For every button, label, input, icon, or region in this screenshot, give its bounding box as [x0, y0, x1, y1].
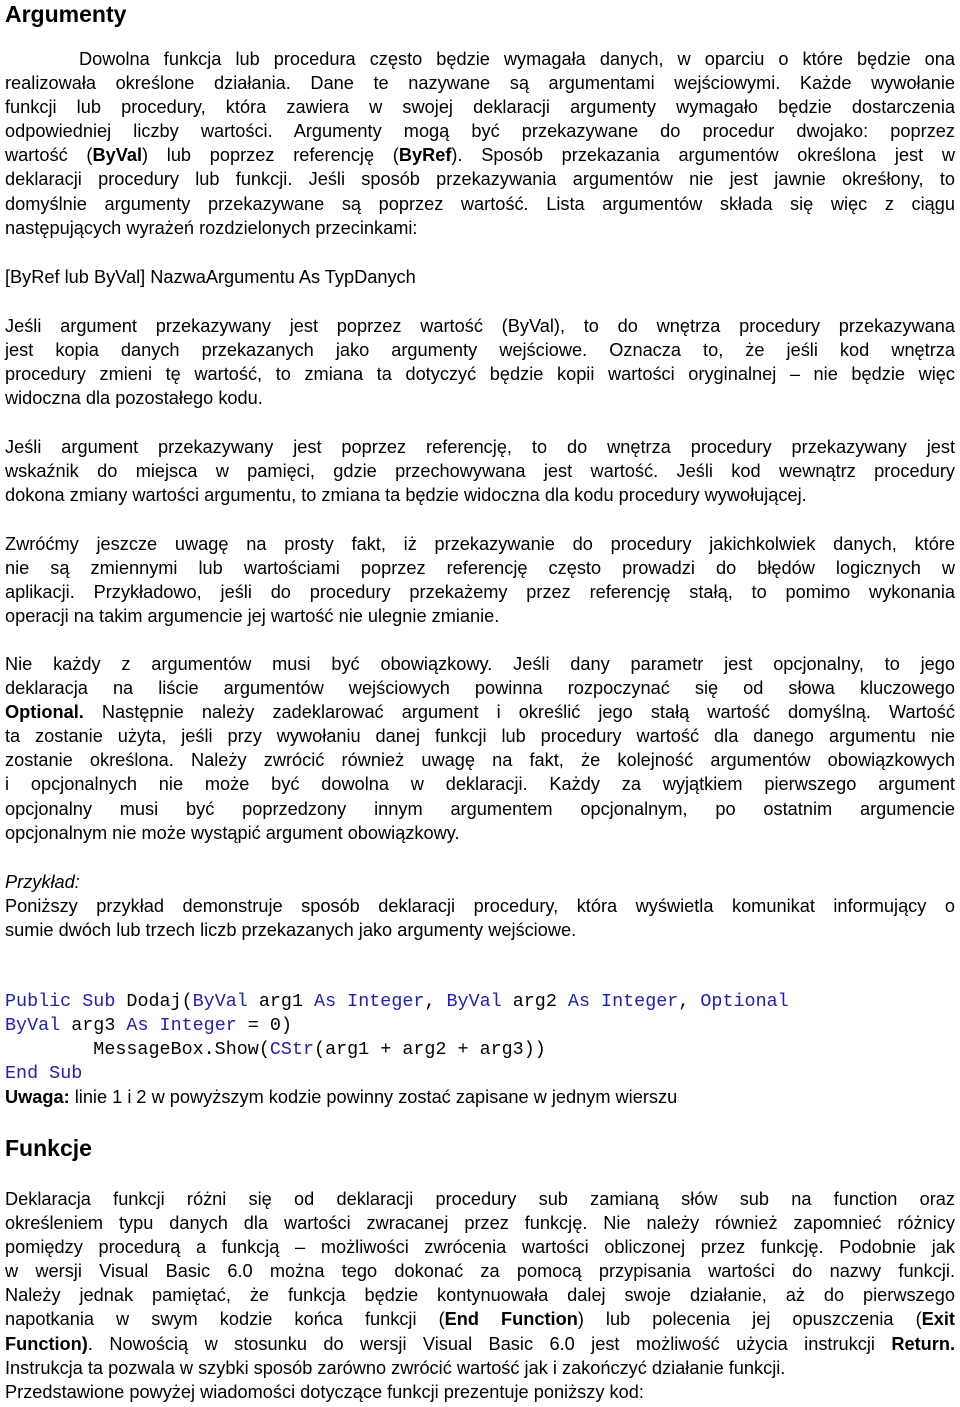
- paragraph-optional: [5, 652, 955, 845]
- text-line: procedury zmieni tę wartość, to zmiana ta dotyczyć będzie kopii wartości oryginalnej – nie będzie więc: [5, 364, 955, 385]
- text-line: Function). Nowością w stosunku do wersji Visual Basic 6.0 jest możliwość użycia instrukcji Return.: [5, 1333, 955, 1354]
- text-line: [ByRef lub ByVal] NazwaArgumentu As TypDanych: [5, 267, 416, 287]
- text-line: Jeśli argument przekazywany jest poprzez referencję, to do wnętrza procedury przekazywany jest: [5, 437, 955, 457]
- text-line: Jeśli argument przekazywany jest poprzez wartość (ByVal), to do wnętrza procedury przekazywana: [5, 316, 955, 336]
- text-line: dokona zmiany wartości argumentu, to zmiana ta będzie widoczna dla kodu procedury wywołującej.: [5, 485, 807, 506]
- text-line: Zwróćmy jeszcze uwagę na prosty fakt, iż przekazywanie do procedury jakichkolwiek danych, które: [5, 534, 955, 554]
- text-line: Nie każdy z argumentów musi być obowiązkowy. Jeśli dany parametr jest opcjonalny, to jego: [5, 654, 955, 674]
- note-line: [5, 1085, 955, 1109]
- text-line: sumie dwóch lub trzech liczb przekazanych jako argumenty wejściowe.: [5, 920, 577, 941]
- text-line: Przedstawione powyżej wiadomości dotyczące funkcji prezentuje poniższy kod:: [5, 1381, 644, 1402]
- text-line: deklaracja na liście argumentów wejściowych powinna rozpoczynać się od słowa kluczowego: [5, 678, 955, 699]
- text-line: operacji na takim argumencie jej wartość nie ulegnie zmianie.: [5, 606, 500, 627]
- code-line: Public Sub Dodaj(ByVal arg1 As Integer, ByVal arg2 As Integer, Optional: [5, 991, 789, 1012]
- text-line: odpowiedniej liczby wartości. Argumenty mogą być przekazywane do procedur dwojako: poprzez: [5, 121, 955, 142]
- syntax-line: [5, 265, 955, 289]
- text-line: widoczna dla pozostałego kodu.: [5, 388, 263, 409]
- example-section: [5, 870, 955, 942]
- text-line: w wersji Visual Basic 6.0 można tego dokonać za pomocą przypisania wartości do nazwy funkcji.: [5, 1261, 955, 1282]
- text-line: ta zostanie użyta, jeśli przy wywołaniu danej funkcji lub procedury wartość dla danego argumentu nie: [5, 726, 955, 747]
- paragraph-intro: [5, 47, 955, 240]
- code-line: End Sub: [5, 1063, 83, 1084]
- text-line: domyślnie argumenty przekazywane są poprzez wartość. Lista argumentów składa się więc z ciągu: [5, 193, 955, 214]
- text-line: Dowolna funkcja lub procedura często będzie wymagała danych, w oparciu o które będzie ona: [79, 49, 955, 69]
- text-line: Poniższy przykład demonstruje sposób deklaracji procedury, która wyświetla komunikat informujący o: [5, 896, 955, 917]
- paragraph-byval: [5, 314, 955, 410]
- example-label: Przykład:: [5, 872, 80, 892]
- text-line: deklaracji procedury lub funkcji. Jeśli sposób przekazywania argumentów nie jest jawnie okreśłony, to: [5, 169, 955, 190]
- text-line: funkcji lub procedury, która zawiera w swojej deklaracji argumenty wymagało będzie dostarczenia: [5, 97, 955, 118]
- text-line: określeniem typu danych dla wartości zwracanej przez funkcję. Nie należy również zapomnieć różnicy: [5, 1213, 955, 1234]
- text-line: nie są zmiennymi lub wartościami poprzez referencję często prowadzi do błędów logicznych w: [5, 558, 955, 579]
- section-heading-argumenty: Argumenty: [5, 1, 127, 27]
- text-line: realizowała określone działania. Dane te nazywane są argumentami wejściowymi. Każde wywołanie: [5, 73, 955, 94]
- text-line: wartość (ByVal) lub poprzez referencję (ByRef). Sposób przekazania argumentów określona jest w: [5, 145, 955, 166]
- text-line: następujących wyrażeń rozdzielonych przecinkami:: [5, 217, 418, 238]
- text-line: opcjonalny musi być poprzedzony innym argumentem opcjonalnym, po ostatnim argumencie: [5, 798, 955, 819]
- text-line: Deklaracja funkcji różni się od deklaracji procedury sub zamianą słów sub na function oraz: [5, 1189, 955, 1209]
- paragraph-functions: [5, 1187, 955, 1404]
- text-line: i opcjonalnych nie może być dowolna w deklaracji. Każdy za wyjątkiem pierwszego argument: [5, 774, 955, 795]
- text-line: Optional. Następnie należy zadeklarować argument i określić jego stałą wartość domyślną. Wartość: [5, 702, 955, 723]
- text-line: pomiędzy procedurą a funkcją – możliwości zwrócenia wartości obliczonej przez funkcję. Podobnie jak: [5, 1237, 955, 1258]
- note-text: linie 1 i 2 w powyższym kodzie powinny zostać zapisane w jednym wierszu: [69, 1087, 678, 1107]
- paragraph-byref: [5, 435, 955, 507]
- code-line: MessageBox.Show(CStr(arg1 + arg2 + arg3)): [5, 1039, 546, 1060]
- text-line: aplikacji. Przykładowo, jeśli do procedury przekażemy przez referencję stałą, to pomimo wykonania: [5, 582, 955, 603]
- text-line: Instrukcja ta pozwala w szybki sposób zarówno zwrócić wartość jak i zakończyć działanie funkcji.: [5, 1357, 786, 1378]
- code-line: ByVal arg3 As Integer = 0): [5, 1015, 292, 1036]
- paragraph-warning: [5, 532, 955, 628]
- text-line: wskaźnik do miejsca w pamięci, gdzie przechowywana jest wartość. Jeśli kod wewnątrz procedury: [5, 461, 955, 482]
- section-heading-funkcje: Funkcje: [5, 1135, 92, 1161]
- text-line: zostanie określona. Należy zwrócić również uwagę na fakt, że kolejność argumentów obowiązkowych: [5, 750, 955, 771]
- text-line: opcjonalnym nie może wystąpić argument obowiązkowy.: [5, 822, 460, 843]
- text-line: napotkania w swym kodzie końca funkcji (End Function) lub polecenia jej opuszczenia (Exit: [5, 1309, 955, 1330]
- note-label: Uwaga:: [5, 1087, 70, 1107]
- text-line: jest kopia danych przekazanych jako argumenty wejściowe. Oznacza to, że jeśli kod wnętrza: [5, 340, 955, 361]
- text-line: Należy jednak pamiętać, że funkcja będzie kontynuowała dalej swoje działanie, aż do pierwszego: [5, 1285, 955, 1306]
